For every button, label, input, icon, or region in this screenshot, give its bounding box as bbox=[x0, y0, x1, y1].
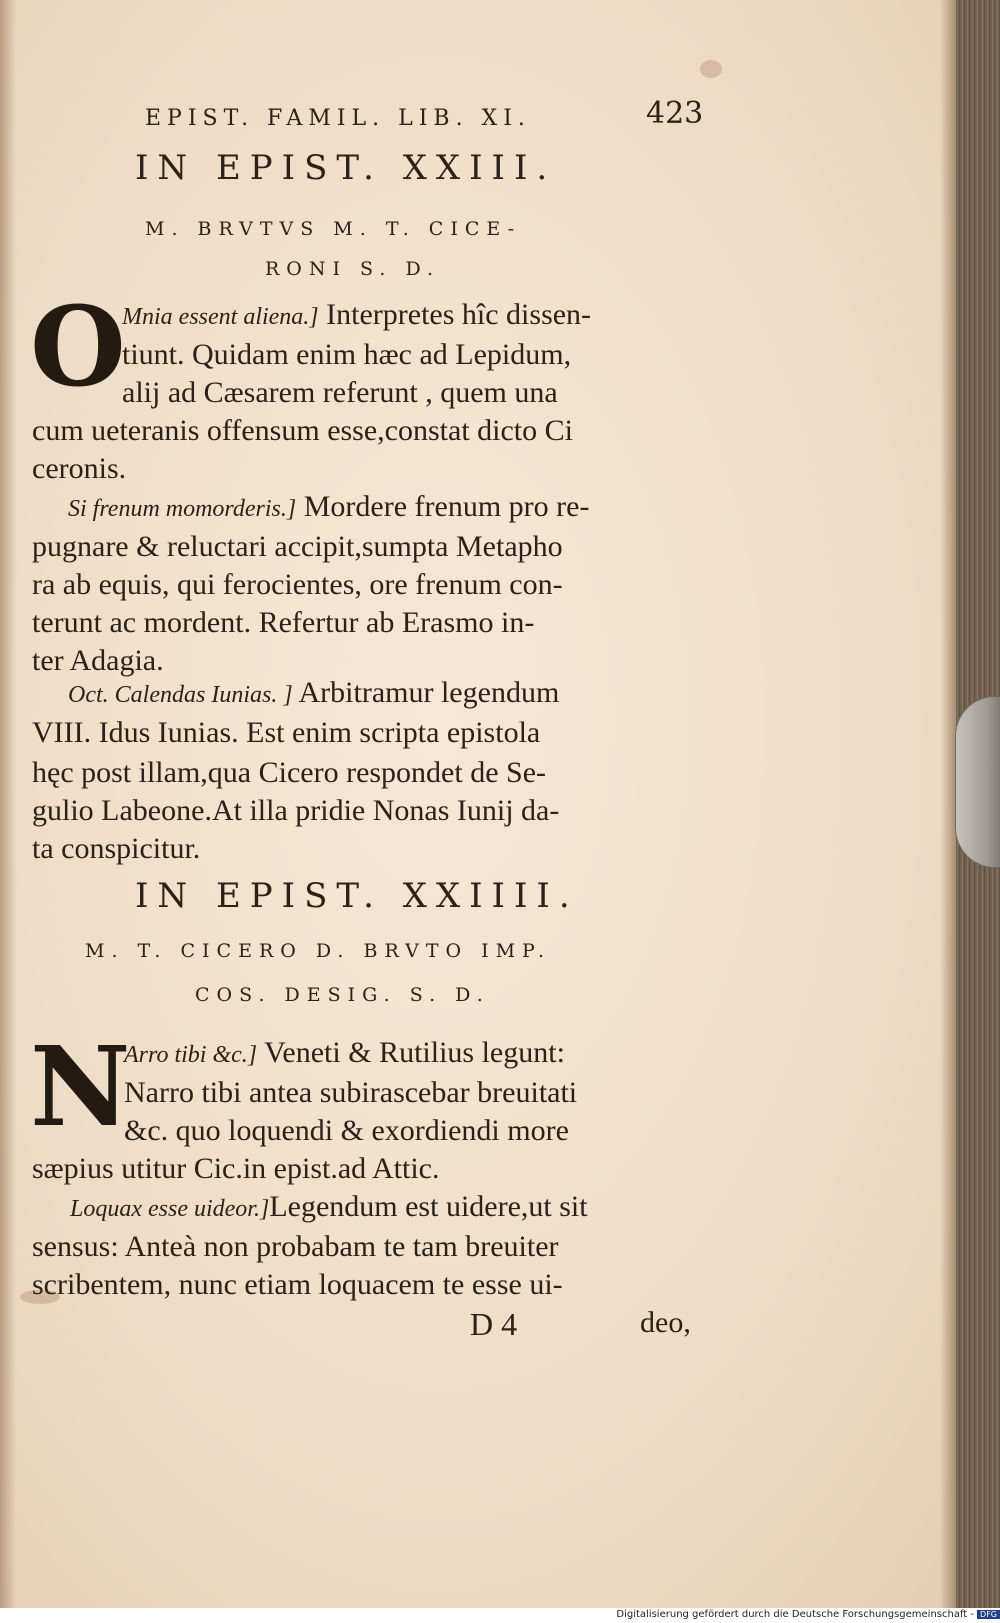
text-line: Interpretes hîc dissen- bbox=[318, 298, 592, 331]
text-line: VIII. Idus Iunias. Est enim scripta epistola bbox=[32, 716, 541, 749]
salutation-line: M. BRVTVS M. T. CICE- bbox=[145, 218, 522, 240]
text-line: gulio Labeone.At illa pridie Nonas Iunij da- bbox=[32, 794, 560, 827]
text-line: ra ab equis, qui ferocientes, ore frenum con- bbox=[32, 568, 563, 601]
section-title: IN EPIST. XXIIII. bbox=[135, 876, 579, 916]
page-clip bbox=[955, 696, 1000, 868]
dfg-logo-icon: DFG bbox=[977, 1610, 1000, 1619]
section-title: IN EPIST. XXIII. bbox=[135, 148, 557, 188]
catchword: deo, bbox=[640, 1306, 691, 1339]
lemma: Mnia essent aliena.] bbox=[122, 304, 319, 330]
text-line: ter Adagia. bbox=[32, 644, 164, 677]
text-line: sensus: Anteà non probabam te tam breuiter bbox=[32, 1230, 559, 1263]
lemma: Oct. Calendas Iunias. ] bbox=[68, 682, 293, 708]
text-line: hęc post illam,qua Cicero respondet de Se- bbox=[32, 756, 547, 789]
drop-capital: N bbox=[30, 1022, 131, 1151]
text-line: alij ad Cæsarem referunt , quem una bbox=[122, 376, 558, 409]
text-line: tiunt. Quidam enim hæc ad Lepidum, bbox=[122, 338, 572, 371]
text-line: scribentem, nunc etiam loquacem te esse ui- bbox=[32, 1268, 563, 1301]
text-line: terunt ac mordent. Refertur ab Erasmo in- bbox=[32, 606, 535, 639]
text-line: Arbitramur legendum bbox=[292, 676, 560, 709]
digitization-footer bbox=[560, 1609, 1000, 1623]
lemma: Si frenum momorderis.] bbox=[68, 496, 297, 522]
lemma: Loquax esse uideor.] bbox=[70, 1196, 270, 1222]
running-title: EPIST. FAMIL. LIB. XI. bbox=[145, 106, 531, 131]
text-line: sæpius utitur Cic.in epist.ad Attic. bbox=[32, 1152, 440, 1185]
lemma: Arro tibi &c.] bbox=[124, 1042, 258, 1068]
gutter-shadow bbox=[0, 0, 16, 1608]
page-edge-shadow bbox=[940, 0, 956, 1608]
drop-capital: O bbox=[30, 282, 126, 411]
text-line: &c. quo loquendi & exordiendi more bbox=[124, 1114, 569, 1147]
footer-text: Digitalisierung gefördert durch die Deutsche Forschungsgemeinschaft - bbox=[616, 1609, 975, 1620]
stain-mark bbox=[700, 60, 722, 78]
text-line: pugnare & reluctari accipit,sumpta Metapho bbox=[32, 530, 563, 563]
salutation-line: M. T. CICERO D. BRVTO IMP. bbox=[85, 940, 552, 962]
text-line: Veneti & Rutilius legunt: bbox=[257, 1036, 565, 1069]
salutation-line: RONI S. D. bbox=[265, 258, 441, 280]
salutation-line: COS. DESIG. S. D. bbox=[195, 984, 490, 1006]
signature-mark: D 4 bbox=[470, 1306, 518, 1342]
page-number: 423 bbox=[646, 96, 704, 131]
text-line: cum ueteranis offensum esse,constat dicto Ci bbox=[32, 414, 573, 447]
text-line: ceronis. bbox=[32, 452, 127, 485]
text-line: Legendum est uidere,ut sit bbox=[269, 1190, 588, 1223]
text-line: Narro tibi antea subirascebar breuitati bbox=[124, 1076, 578, 1109]
text-line: Mordere frenum pro re- bbox=[296, 490, 590, 523]
text-line: ta conspicitur. bbox=[32, 832, 201, 865]
